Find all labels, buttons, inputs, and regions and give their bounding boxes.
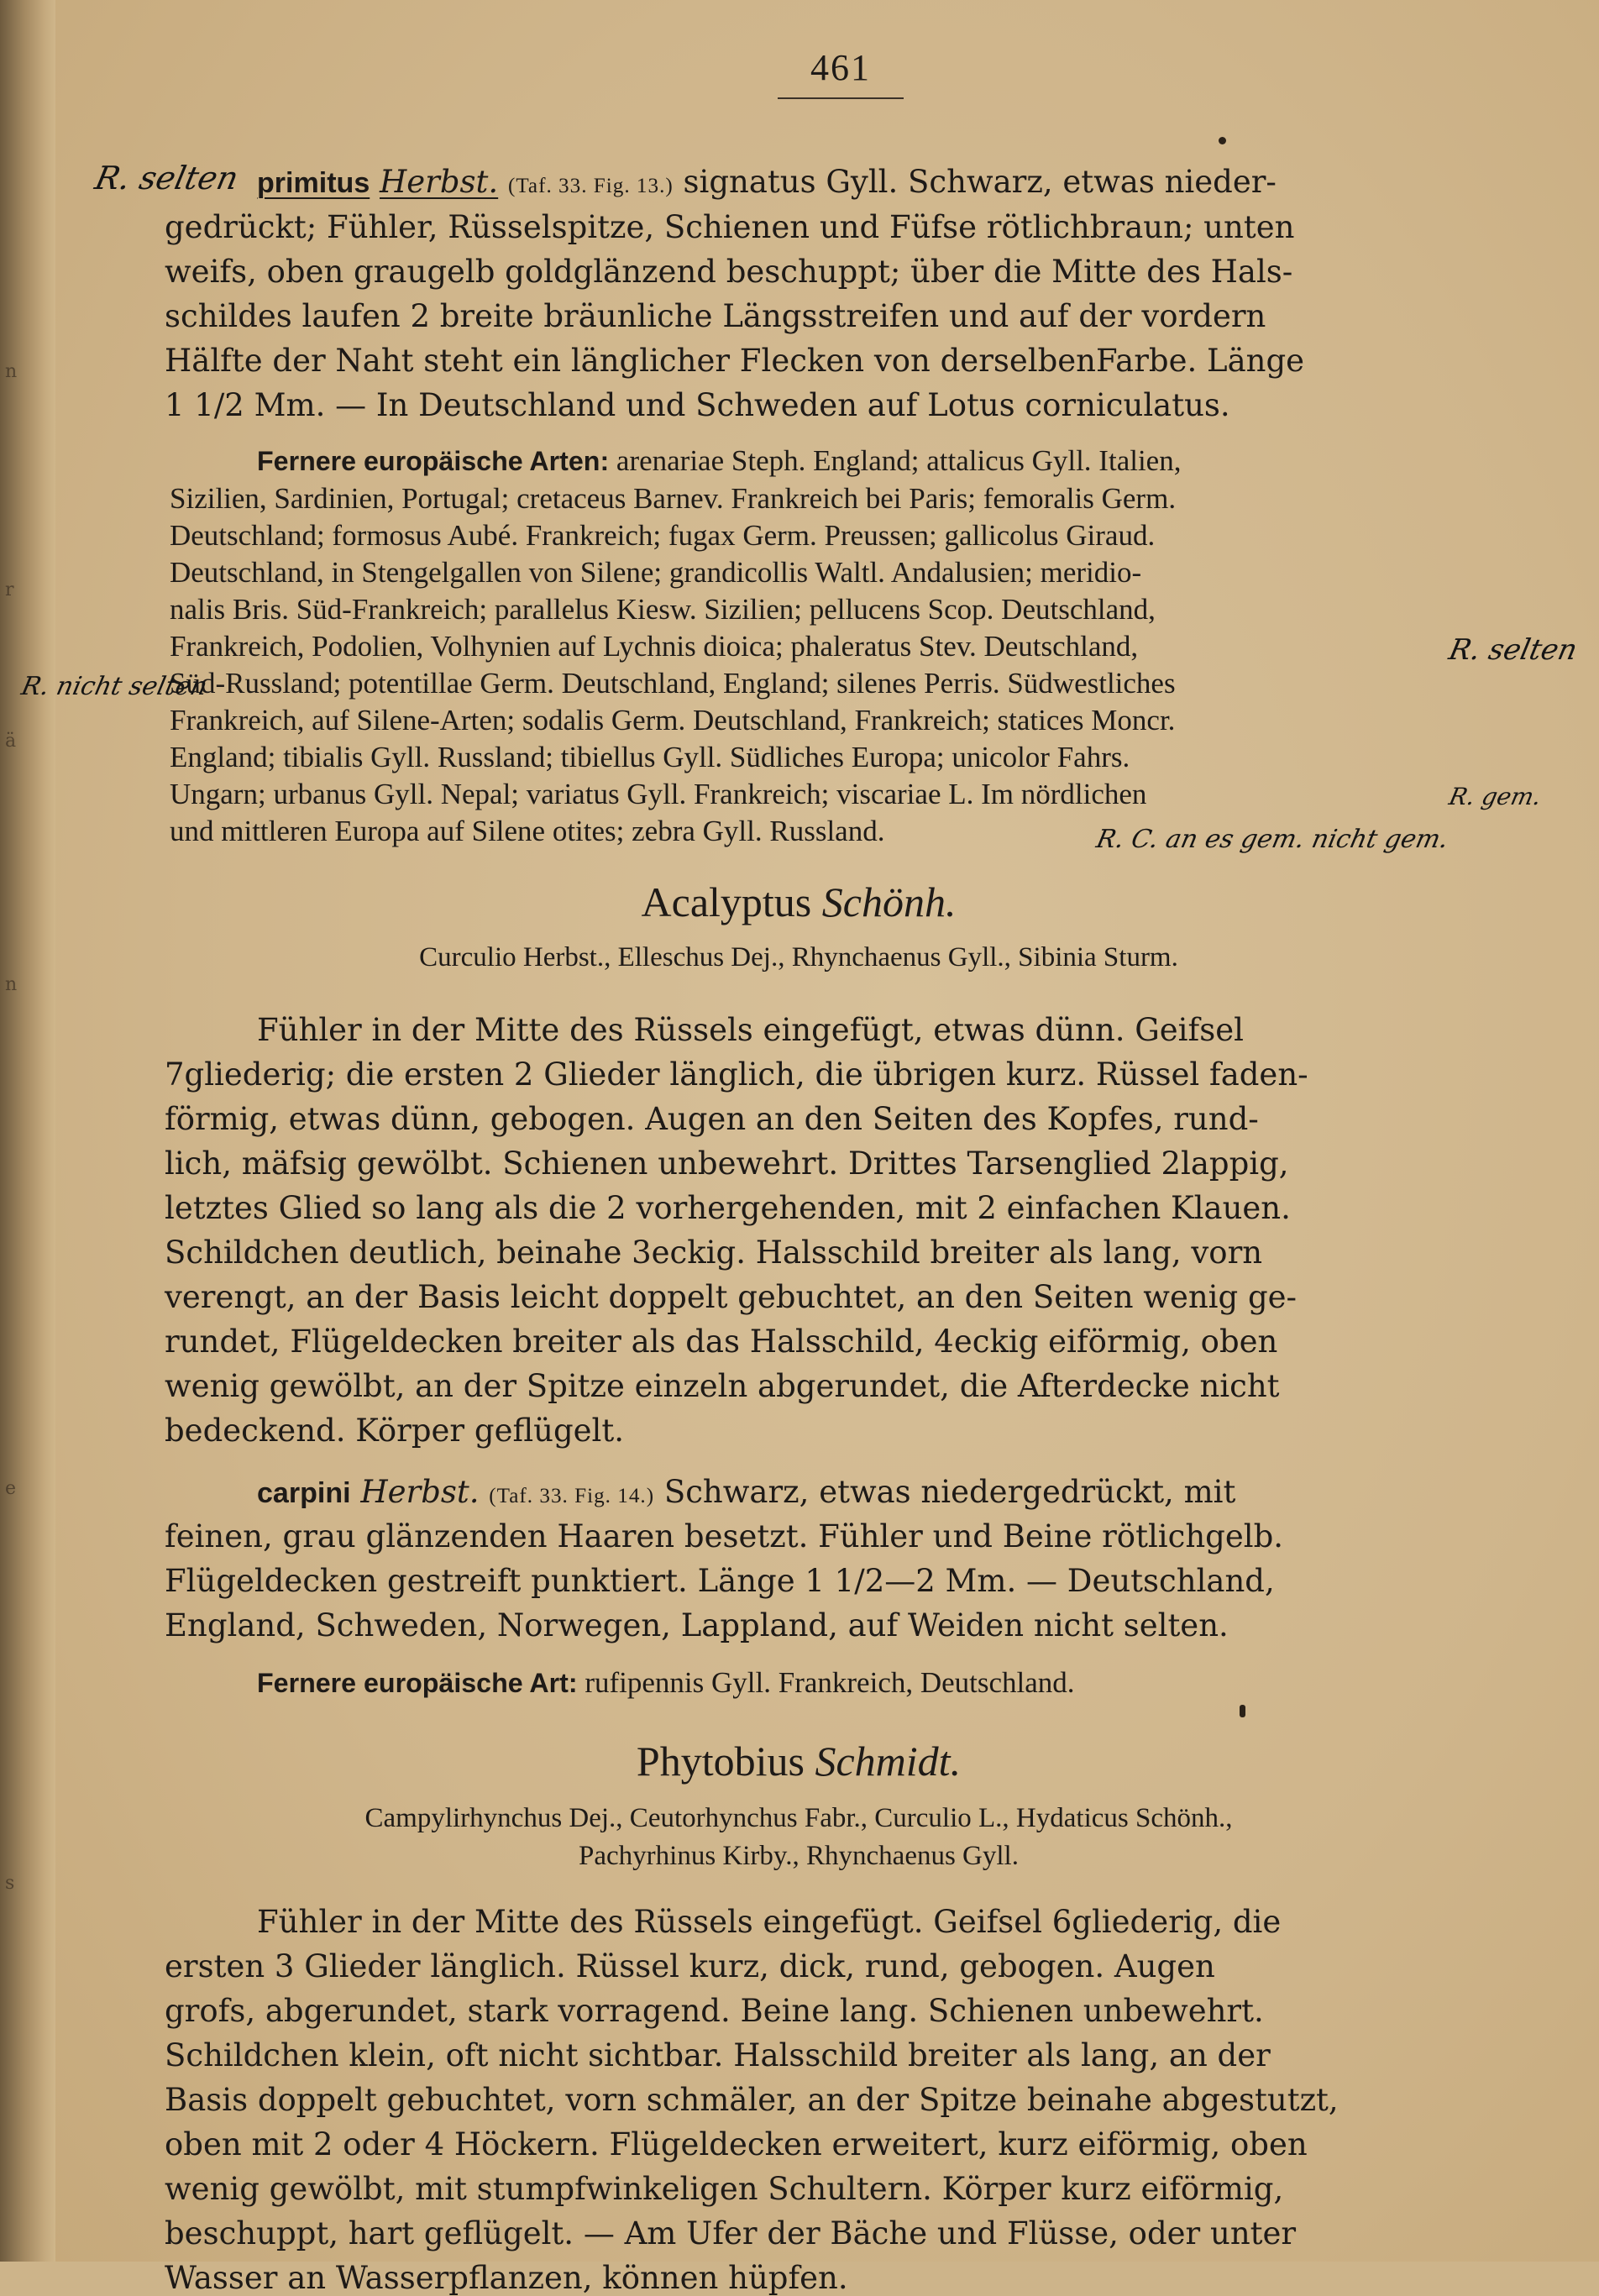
book-binding-edge xyxy=(0,0,55,2262)
text-line: lich, mäfsig gewölbt. Schienen unbewehrt. Drittes Tarsenglied 2lappig, xyxy=(165,1145,1289,1182)
species-author: Herbst. xyxy=(380,164,499,200)
plate-reference: (Taf. 33. Fig. 14.) xyxy=(489,1485,655,1507)
small-text-line: Deutschland, in Stengelgallen von Silene; grandicollis Waltl. Andalusien; meridio- xyxy=(170,556,1142,589)
genus-heading xyxy=(135,1737,1462,1785)
handwritten-note: R. selten xyxy=(1445,633,1581,667)
page-number: 461 xyxy=(810,47,871,88)
text-line: Schildchen deutlich, beinahe 3eckig. Halsschild breiter als lang, vorn xyxy=(165,1234,1263,1271)
text-line: letztes Glied so lang als die 2 vorhergehenden, mit 2 einfachen Klauen. xyxy=(165,1190,1291,1226)
text-line: Flügeldecken gestreift punktiert. Länge 1 1/2—2 Mm. — Deutschland, xyxy=(165,1563,1275,1599)
text-line: feinen, grau glänzenden Haaren besetzt. Fühler und Beine rötlichgelb. xyxy=(165,1518,1284,1554)
text-line: Schildchen klein, oft nicht sichtbar. Halsschild breiter als lang, an der xyxy=(165,2037,1271,2073)
edge-glyph: n xyxy=(5,974,18,995)
small-text-line: Ungarn; urbanus Gyll. Nepal; variatus Gyll. Frankreich; viscariae L. Im nördlichen xyxy=(170,778,1147,810)
text-line: Wasser an Wasserpflanzen, können hüpfen. xyxy=(165,2260,848,2296)
genus-author: Schönh. xyxy=(821,878,957,925)
small-text-line: Deutschland; formosus Aubé. Frankreich; fugax Germ. Preussen; gallicolus Giraud. xyxy=(170,519,1156,552)
edge-glyph: r xyxy=(5,579,14,600)
genus-name: Acalyptus xyxy=(641,878,812,925)
text-line: England, Schweden, Norwegen, Lappland, auf Weiden nicht selten. xyxy=(165,1607,1229,1643)
small-text-line: Frankreich, auf Silene-Arten; sodalis Germ. Deutschland, Frankreich; statices Moncr. xyxy=(170,704,1176,737)
text-line: grofs, abgerundet, stark vorragend. Beine lang. Schienen unbewehrt. xyxy=(165,1993,1264,2029)
small-text-line: Frankreich, Podolien, Volhynien auf Lychnis dioica; phaleratus Stev. Deutschland, xyxy=(170,630,1139,663)
edge-glyph: s xyxy=(5,1873,15,1894)
text-line: Hälfte der Naht steht ein länglicher Flecken von derselbenFarbe. Länge xyxy=(165,343,1305,379)
text-line: verengt, an der Basis leicht doppelt gebuchtet, an den Seiten wenig ge- xyxy=(165,1279,1298,1315)
text-line: rundet, Flügeldecken breiter als das Halsschild, 4eckig eiförmig, oben xyxy=(165,1324,1278,1360)
edge-glyph: ä xyxy=(5,731,17,752)
text-line: förmig, etwas dünn, gebogen. Augen an den Seiten des Kopfes, rund- xyxy=(165,1101,1259,1137)
text-line: beschuppt, hart geflügelt. — Am Ufer der Bäche und Flüsse, oder unter xyxy=(165,2215,1297,2251)
text-line: wenig gewölbt, mit stumpfwinkeligen Schultern. Körper kurz eiförmig, xyxy=(165,2171,1284,2207)
handwritten-note: R. nicht selten xyxy=(18,672,210,701)
small-text-line: und mittleren Europa auf Silene otites; zebra Gyll. Russland. xyxy=(170,815,885,847)
text-line: 1 1/2 Mm. — In Deutschland und Schweden auf Lotus corniculatus. xyxy=(165,387,1230,423)
text-line: schildes laufen 2 breite bräunliche Längsstreifen und auf der vordern xyxy=(165,298,1266,334)
synonyms: Pachyrhinus Kirby., Rhynchaenus Gyll. xyxy=(579,1841,1019,1871)
edge-glyph: e xyxy=(5,1478,17,1499)
genus-heading xyxy=(135,878,1462,926)
text-line: Fühler in der Mitte des Rüssels eingefügt, etwas dünn. Geifsel xyxy=(257,1012,1244,1048)
small-text-line: nalis Bris. Süd-Frankreich; parallelus Kiesw. Sizilien; pellucens Scop. Deutschland, xyxy=(170,593,1156,626)
genus-name: Phytobius xyxy=(636,1738,805,1785)
text-line: oben mit 2 oder 4 Höckern. Flügeldecken erweitert, kurz eiförmig, oben xyxy=(165,2126,1308,2162)
text-line: Fühler in der Mitte des Rüssels eingefügt. Geifsel 6gliederig, die xyxy=(257,1904,1282,1940)
entry-line xyxy=(257,164,1277,200)
section-heading: Fernere europäische Arten: xyxy=(257,446,610,476)
species-name: primitus xyxy=(257,167,370,199)
page-number-rule xyxy=(778,97,904,99)
text-line: Schwarz, etwas niedergedrückt, mit xyxy=(663,1474,1236,1510)
handwritten-note: R. selten xyxy=(92,160,242,197)
entry-line xyxy=(257,1474,1236,1510)
text-line: rufipennis Gyll. Frankreich, Deutschland. xyxy=(585,1666,1075,1699)
plate-reference: (Taf. 33. Fig. 13.) xyxy=(507,175,674,197)
text-line: bedeckend. Körper geflügelt. xyxy=(165,1413,625,1449)
small-text-line: England; tibialis Gyll. Russland; tibiellus Gyll. Südliches Europa; unicolor Fahrs. xyxy=(170,741,1130,773)
text-line: signatus Gyll. Schwarz, etwas nieder- xyxy=(683,164,1277,200)
book-page xyxy=(18,0,1599,2296)
synonyms: Campylirhynchus Dej., Ceutorhynchus Fabr., Curculio L., Hydaticus Schönh., xyxy=(364,1803,1233,1833)
edge-glyph: n xyxy=(5,361,18,382)
text-line: ersten 3 Glieder länglich. Rüssel kurz, dick, rund, gebogen. Augen xyxy=(165,1948,1215,1984)
genus-author: Schmidt. xyxy=(815,1738,962,1785)
text-line: Basis doppelt gebuchtet, vorn schmäler, an der Spitze beinahe abgestutzt, xyxy=(165,2082,1339,2118)
text-line: arenariae Steph. England; attalicus Gyll. Italien, xyxy=(616,444,1182,477)
ink-speck xyxy=(1240,1705,1245,1717)
species-name: carpini xyxy=(257,1477,351,1509)
handwritten-note: R. C. an es gem. nicht gem. xyxy=(1093,825,1451,854)
small-text-line xyxy=(257,1668,1075,1697)
text-line: 7gliederig; die ersten 2 Glieder länglich, die übrigen kurz. Rüssel faden- xyxy=(165,1056,1308,1093)
section-heading: Fernere europäische Art: xyxy=(257,1668,578,1698)
small-text-line xyxy=(257,446,1181,475)
text-line: wenig gewölbt, an der Spitze einzeln abgerundet, die Afterdecke nicht xyxy=(165,1368,1280,1404)
small-text-line: Süd-Russland; potentillae Germ. Deutschland, England; silenes Perris. Südwestliches xyxy=(170,667,1176,700)
text-line: gedrückt; Fühler, Rüsselspitze, Schienen und Füfse rötlichbraun; unten xyxy=(165,209,1295,245)
synonyms: Curculio Herbst., Elleschus Dej., Rhynchaenus Gyll., Sibinia Sturm. xyxy=(419,942,1178,972)
small-text-line: Sizilien, Sardinien, Portugal; cretaceus Barnev. Frankreich bei Paris; femoralis Germ. xyxy=(170,482,1177,515)
ink-speck xyxy=(1219,137,1226,144)
text-line: weifs, oben graugelb goldglänzend beschuppt; über die Mitte des Hals- xyxy=(165,254,1293,290)
handwritten-note: R. gem. xyxy=(1446,783,1544,810)
species-author: Herbst. xyxy=(360,1474,480,1510)
